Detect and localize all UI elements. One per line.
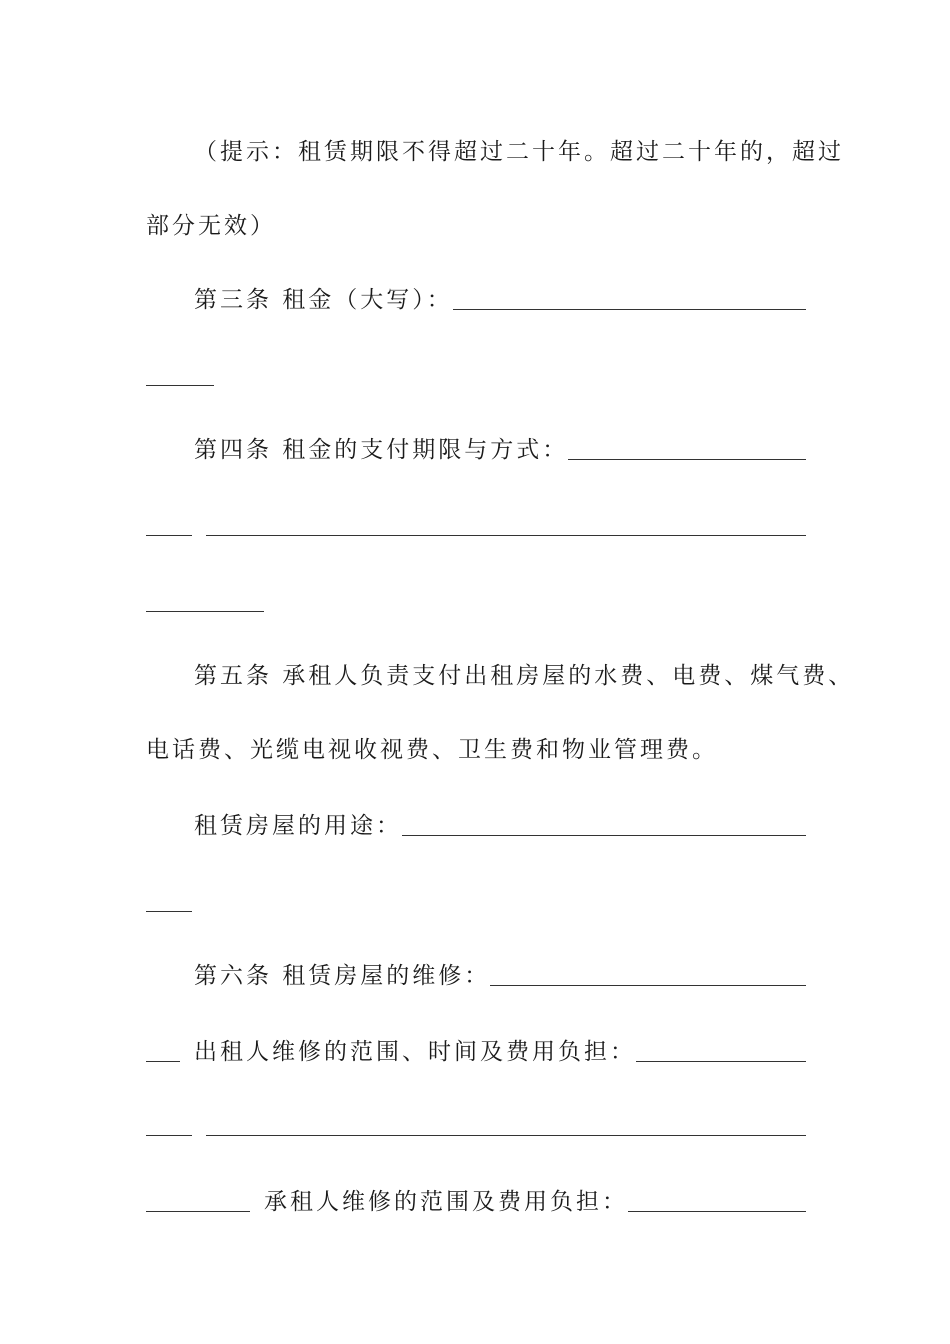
landlord-repair-label: 出租人维修的范围、时间及费用负担： xyxy=(194,1039,636,1065)
hint-text-2: 部分无效） xyxy=(146,213,276,239)
hint-line-1 xyxy=(146,132,844,172)
landlord-repair-blank-short[interactable] xyxy=(146,1135,192,1136)
payment-terms-blank-end[interactable] xyxy=(146,611,264,612)
repair-blank-continued[interactable] xyxy=(146,1061,180,1062)
article-5-text-1: 第五条 承租人负责支付出租房屋的水费、电费、煤气费、 xyxy=(194,663,855,689)
tenant-repair-line xyxy=(146,1182,806,1222)
landlord-repair-continuation xyxy=(146,1106,806,1146)
payment-terms-blank[interactable] xyxy=(568,459,806,460)
payment-terms-blank-short[interactable] xyxy=(146,535,192,536)
rent-amount-blank-continued[interactable] xyxy=(146,385,214,386)
article-3-line xyxy=(146,280,806,320)
landlord-repair-line xyxy=(146,1032,806,1072)
landlord-repair-blank[interactable] xyxy=(636,1061,806,1062)
article-5-line-1 xyxy=(146,656,855,696)
tenant-repair-label: 承租人维修的范围及费用负担： xyxy=(264,1189,628,1215)
landlord-repair-blank-long[interactable] xyxy=(206,1135,806,1136)
tenant-repair-blank[interactable] xyxy=(628,1211,806,1212)
article-5-text-2: 电话费、光缆电视收视费、卫生费和物业管理费。 xyxy=(146,737,718,763)
article-5-line-2 xyxy=(146,730,806,770)
repair-blank[interactable] xyxy=(490,985,806,986)
payment-terms-blank-long[interactable] xyxy=(206,535,806,536)
article-6-label: 第六条 租赁房屋的维修： xyxy=(194,963,491,989)
article-3-label: 第三条 租金（大写）： xyxy=(194,287,453,313)
usage-line xyxy=(146,806,806,846)
usage-label: 租赁房屋的用途： xyxy=(194,813,402,839)
hint-text-1: （提示：租赁期限不得超过二十年。超过二十年的，超过 xyxy=(194,139,844,165)
usage-blank[interactable] xyxy=(402,835,806,836)
article-4-line xyxy=(146,430,806,470)
article-4-continuation-2 xyxy=(146,582,806,622)
landlord-repair-blank-end[interactable] xyxy=(146,1211,250,1212)
usage-blank-continued[interactable] xyxy=(146,911,192,912)
article-3-continuation xyxy=(146,356,806,396)
article-6-line xyxy=(146,956,806,996)
hint-line-2 xyxy=(146,206,806,246)
usage-continuation xyxy=(146,882,806,922)
rent-amount-blank[interactable] xyxy=(453,309,806,310)
article-4-label: 第四条 租金的支付期限与方式： xyxy=(194,437,569,463)
article-4-continuation xyxy=(146,506,806,546)
